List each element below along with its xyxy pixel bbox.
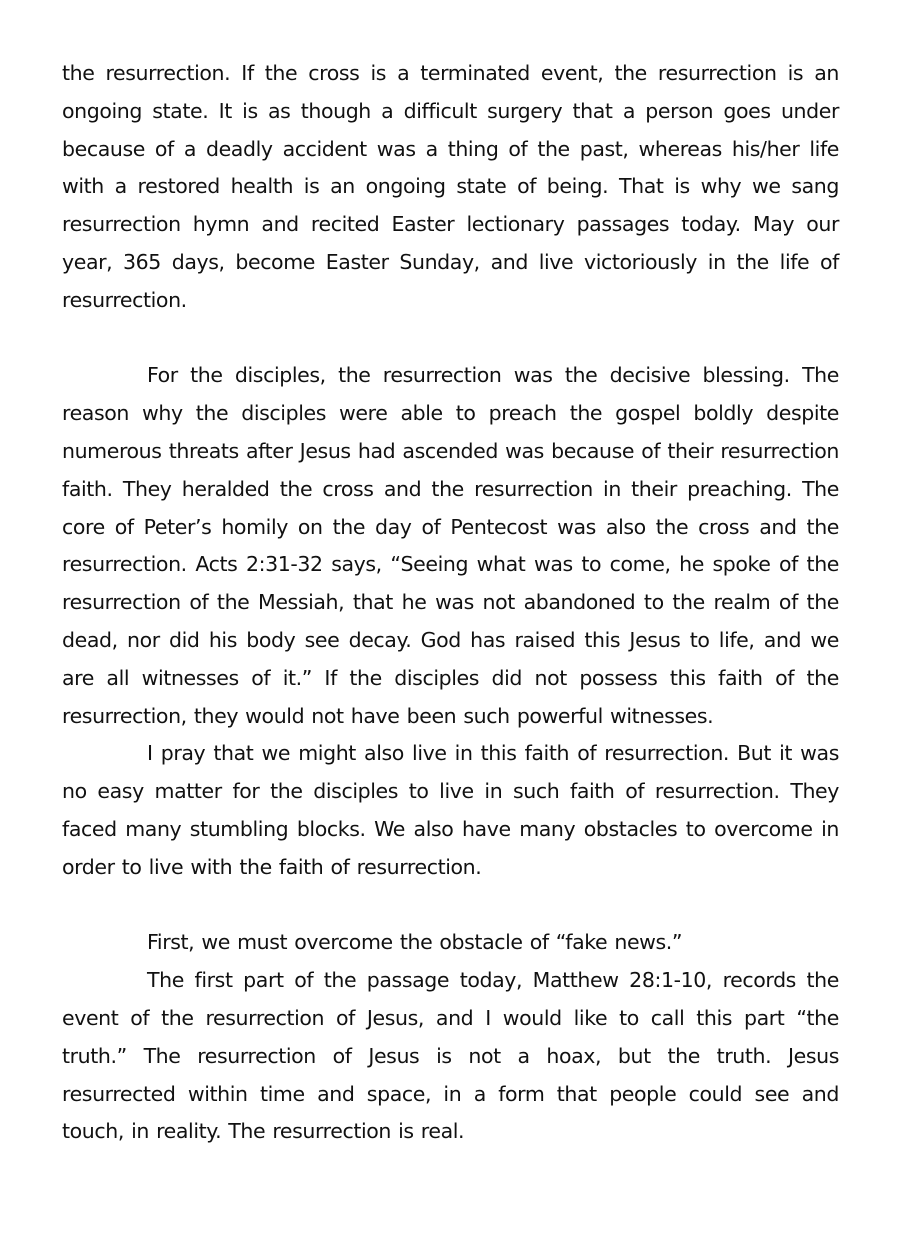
paragraph-the-truth: The first part of the passage today, Matthew 28:1-10, records the event of the resurrection of Jesus, and I would like to call this part “the truth.” The resurrection of Jesus is not a hoax, but the truth. Jesus resurrected within time and space, in a form that people could see and touch, in reality. The resurrection is real. xyxy=(62,968,839,1144)
paragraph-resurrection-ongoing: the resurrection. If the cross is a terminated event, the resurrection is an ongoing state. It is as though a difficult surgery that a person goes under because of a deadly accident was a thing of the past, whereas his/her life with a restored health is an ongoing state of being. That is why we sang resurrection hymn and recited Easter lectionary passages today. May our year, 365 days, become Easter Sunday, and live victoriously in the life of resurrection. xyxy=(62,61,839,312)
paragraph-gap xyxy=(62,320,839,358)
paragraph-gap xyxy=(62,887,839,925)
document-page xyxy=(62,55,839,1151)
paragraph-disciples-blessing: For the disciples, the resurrection was the decisive blessing. The reason why the disciples were able to preach the gospel boldly despite numerous threats after Jesus had ascended was because of their resurrection faith. They heralded the cross and the resurrection in their preaching. The core of Peter’s homily on the day of Pentecost was also the cross and the resurrection. Acts 2:31-32 says, “Seeing what was to come, he spoke of the resurrection of the Messiah, that he was not abandoned to the realm of the dead, nor did his body see decay. God has raised this Jesus to life, and we are all witnesses of it.” If the disciples did not possess this faith of the resurrection, they would not have been such powerful witnesses. xyxy=(62,363,839,728)
paragraph-prayer-faith: I pray that we might also live in this faith of resurrection. But it was no easy matter for the disciples to live in such faith of resurrection. They faced many stumbling blocks. We also have many obstacles to overcome in order to live with the faith of resurrection. xyxy=(62,741,839,879)
paragraph-fake-news: First, we must overcome the obstacle of “fake news.” xyxy=(147,930,683,955)
